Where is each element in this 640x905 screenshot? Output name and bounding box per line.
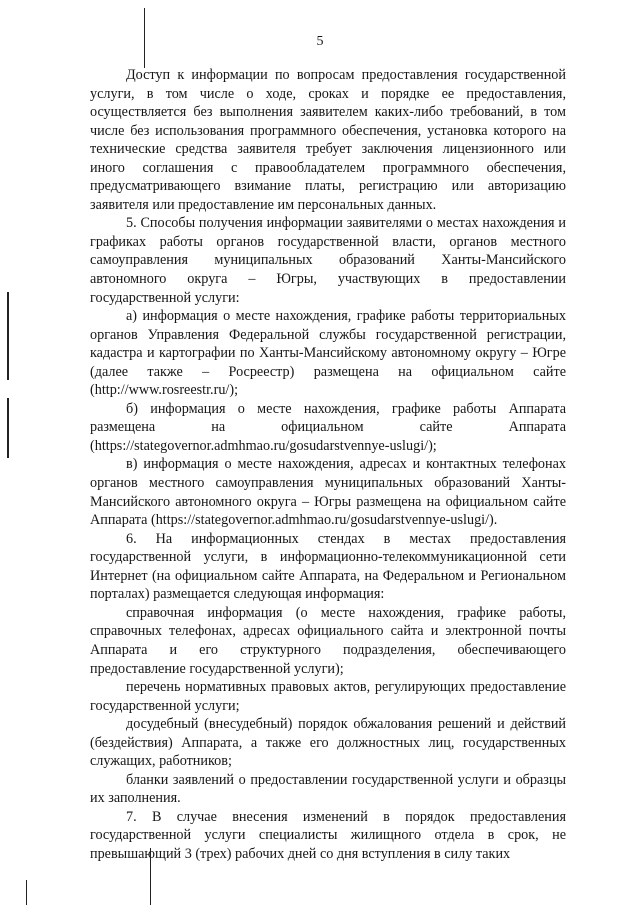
paragraph-7: 7. В случае внесения изменений в порядок предоставления государственной услуги специалисты жилищного отдела в срок, не превышающий 3 (трех) рабочих дней со дня вступления в силу таких — [90, 808, 566, 862]
paragraph-5b: б) информация о месте нахождения, графике работы Аппарата размещена на официальном сайте Аппарата (https://stategovernor.admhmao.ru/gosudarstvennye-uslugi/); — [90, 400, 566, 454]
scan-edge-line — [26, 880, 27, 905]
paragraph-6-forms: бланки заявлений о предоставлении государственной услуги и образцы их заполнения. — [90, 771, 566, 807]
paragraph-5a: а) информация о месте нахождения, графике работы территориальных органов Управления Федеральной службы государственной регистрации, кадастра и картографии по Ханты-Мансийскому автономному округу – Югре (далее также – Росреестр) размещена на официальном сайте (http://www.rosreestr.ru/); — [90, 308, 566, 399]
paragraph-6: 6. На информационных стендах в местах предоставления государственной услуги, в информационно-телекоммуникационной сети Интернет (на официальном сайте Аппарата, на Федеральном и Региональном порталах) размещается следующая информация: — [90, 530, 566, 603]
document-body — [90, 66, 566, 864]
scan-edge-line — [7, 398, 9, 458]
scan-edge-line — [7, 292, 9, 380]
paragraph-6-legal-acts: перечень нормативных правовых актов, регулирующих предоставление государственной услуги; — [90, 679, 566, 714]
page-number: 5 — [316, 34, 324, 49]
paragraph-access-info: Доступ к информации по вопросам предоставления государственной услуги, в том числе о ходе, сроках и порядке ее предоставления, осуществляется без выполнения заявителем каких-либо требований, в том числе без использования программного обеспечения, установка которого на технические средства заявителя требует заключения лицензионного или иного соглашения с правообладателем программного обеспечения, предусматривающего взимание платы, регистрацию или авторизацию заявителя или предоставление им персональных данных. — [90, 67, 566, 213]
paragraph-5v: в) информация о месте нахождения, адресах и контактных телефонах органов местного самоуправления муниципальных образований Ханты-Мансийского автономного округа – Югры размещена на официальном сайте Аппарата (https://stategovernor.admhmao.ru/gosudarstvennye-uslugi/). — [90, 456, 566, 529]
paragraph-6-appeal-procedure: досудебный (внесудебный) порядок обжалования решений и действий (бездействия) Аппарата, а также его должностных лиц, государственных служащих, работников; — [90, 716, 566, 770]
paragraph-6-reference-info: справочная информация (о месте нахождения, графике работы, справочных телефонах, адресах официального сайта и электронной почты Аппарата и его структурного подразделения, обеспечивающего предоставление государственной услуги); — [90, 604, 566, 677]
paragraph-5: 5. Способы получения информации заявителями о местах нахождения и графиках работы органов государственной власти, органов местного самоуправления муниципальных образований Ханты-Мансийского автономного округа – Югры, участвующих в предоставлении государственной услуги: — [90, 215, 566, 306]
